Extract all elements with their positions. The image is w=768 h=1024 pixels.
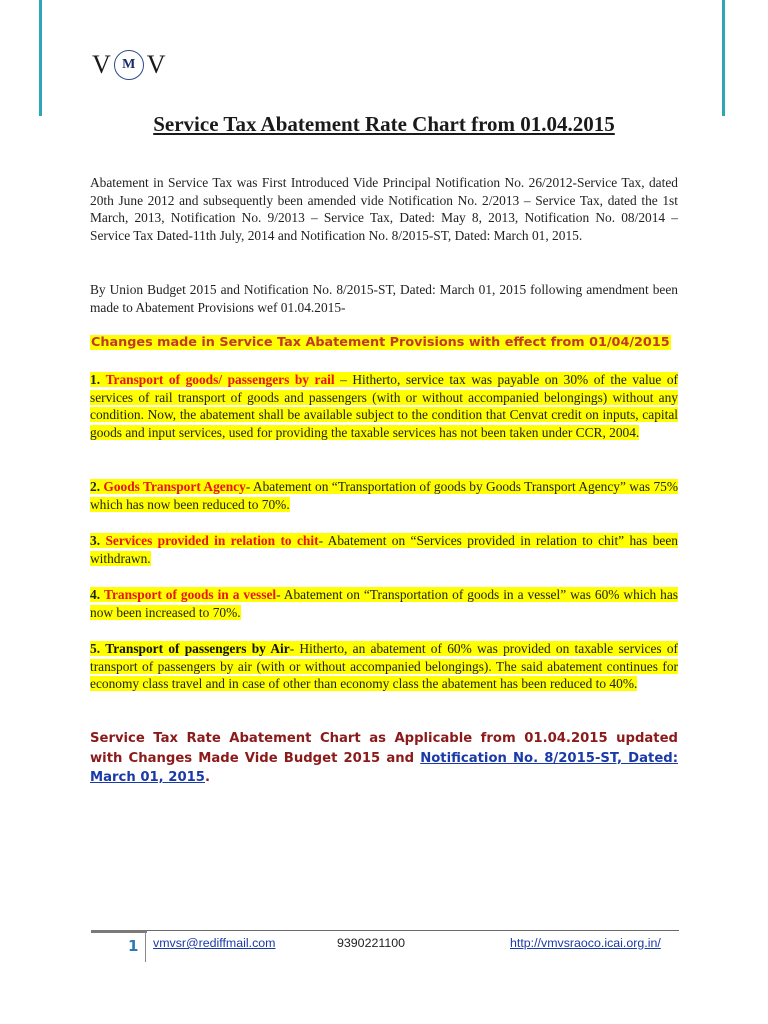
final-note-text: Service Tax Rate Abatement Chart as Applicable from 01.04.2015 updated with Changes Made Vide Budget 2015 and [90,731,678,766]
item-1-body: – Hitherto, service tax was payable on 30% of the value of services of rail transport of goods and passengers (with or without accompanied belongings) without any condition. Now, the abatement shall be available subject to the condition that Cenvat credit on inputs, capital goods and input services, used for providing the taxable services has not been taken under CCR, 2004. [90,372,678,440]
item-5-body: - Hitherto, an abatement of 60% was provided on taxable services of transport of passengers by air (with or without accompanied belongings). The said abatement continues for economy class travel and in case of other than economy class the abatement has been reduced to 40%. [90,641,678,692]
item-4-lead: Transport of goods in a vessel [104,587,277,602]
right-accent-rule [722,0,725,116]
footer-email-link[interactable]: vmvsr@rediffmail.com [153,936,276,950]
item-2-lead: Goods Transport Agency [103,479,246,494]
logo-circle-icon [114,50,144,80]
budget-paragraph: By Union Budget 2015 and Notification No. 8/2015-ST, Dated: March 01, 2015 following amendment been made to Abatement Provisions wef 01.04.2015- [90,282,678,315]
item-1 [90,371,678,441]
item-3-number: 3. [90,533,101,548]
item-4 [90,586,678,621]
item-3-lead: Services provided in relation to chit [105,533,319,548]
logo-middle-letter: M [122,57,136,72]
item-2-number: 2. [90,479,101,494]
footer-rule [91,930,679,931]
item-4-number: 4. [90,587,101,602]
item-3 [90,532,678,567]
item-5-lead: Transport of passengers by Air [105,641,290,656]
footer-phone: 9390221100 [337,936,405,950]
changes-heading: Changes made in Service Tax Abatement Provisions with effect from 01/04/2015 [91,335,670,350]
item-1-lead: Transport of goods/ passengers by rail [105,372,335,387]
item-2-body: - Abatement on “Transportation of goods by Goods Transport Agency” was 75% which has now been reduced to 70%. [90,479,679,512]
logo-left-letter: V [92,50,111,79]
page-title: Service Tax Abatement Rate Chart from 01.04.2015 [153,112,615,136]
final-note-end: . [204,770,210,785]
page-number: 1 [128,937,139,955]
item-5-number: 5. [90,641,101,656]
item-5 [90,640,678,693]
item-2 [90,478,678,513]
intro-paragraph: Abatement in Service Tax was First Introduced Vide Principal Notification No. 26/2012-Service Tax, dated 20th June 2012 and subsequently been amended vide Notification No. 2/2013 – Service Tax, dated the 1st March, 2013, Notification No. 9/2013 – Service Tax, Dated: May 8, 2013, Notification No. 08/2014 – Service Tax Dated-11th July, 2014 and Notification No. 8/2015-ST, Dated: March 01, 2015. [90,175,678,243]
final-note [90,729,678,788]
item-3-body: - Abatement on “Services provided in relation to chit” has been withdrawn. [90,533,678,566]
item-1-number: 1. [90,372,101,387]
item-4-body: - Abatement on “Transportation of goods in a vessel” was 60% which has now been increased to 70%. [90,587,678,620]
left-accent-rule [39,0,42,116]
footer-divider [145,932,146,962]
notification-link[interactable]: Notification No. 8/2015-ST, Dated: March 01, 2015 [90,750,678,785]
footer-website-link[interactable]: http://vmvsraoco.icai.org.in/ [510,936,661,950]
logo-right-letter: V [146,50,166,79]
vmv-logo [92,47,166,83]
